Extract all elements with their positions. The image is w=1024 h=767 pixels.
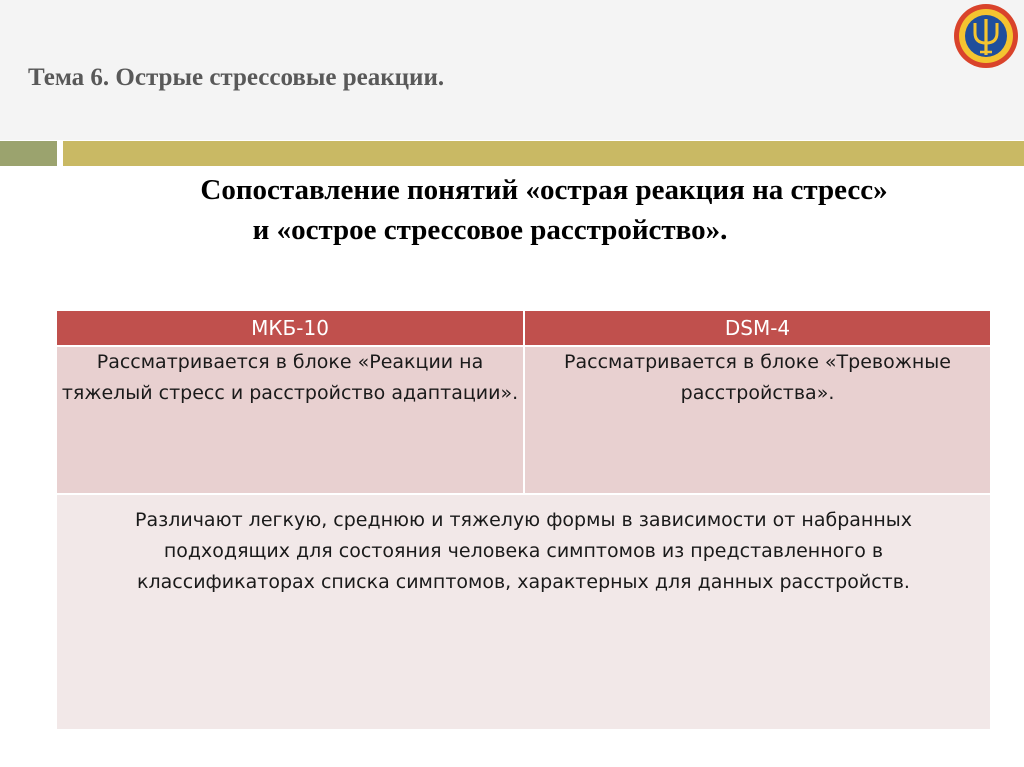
subtitle-line-1: Сопоставление понятий «острая реакция на стресс» (200, 174, 888, 206)
subtitle-line-2: и «острое стрессовое расстройство». (252, 214, 728, 246)
topic-title: Тема 6. Острые стрессовые реакции. (28, 64, 445, 91)
table-cell-dsm4: Рассматривается в блоке «Тревожные расстройства». (525, 347, 990, 493)
comparison-table (57, 311, 990, 729)
table-cell-icd10: Рассматривается в блоке «Реакции на тяжелый стресс и расстройство адаптации». (57, 347, 523, 493)
table-cell-shared: Различают легкую, среднюю и тяжелую формы в зависимости от набранных подходящих для состояния человека симптомов из представленного в классификаторах списка симптомов, характерных для данных расстройств. (57, 495, 990, 729)
psi-emblem-icon (953, 3, 1019, 69)
slide-subtitle (60, 170, 1010, 250)
table-header-icd10: МКБ-10 (57, 311, 523, 345)
table-header-dsm4: DSM-4 (525, 311, 990, 345)
accent-bar-right (63, 141, 1024, 166)
accent-bar-left (0, 141, 57, 166)
